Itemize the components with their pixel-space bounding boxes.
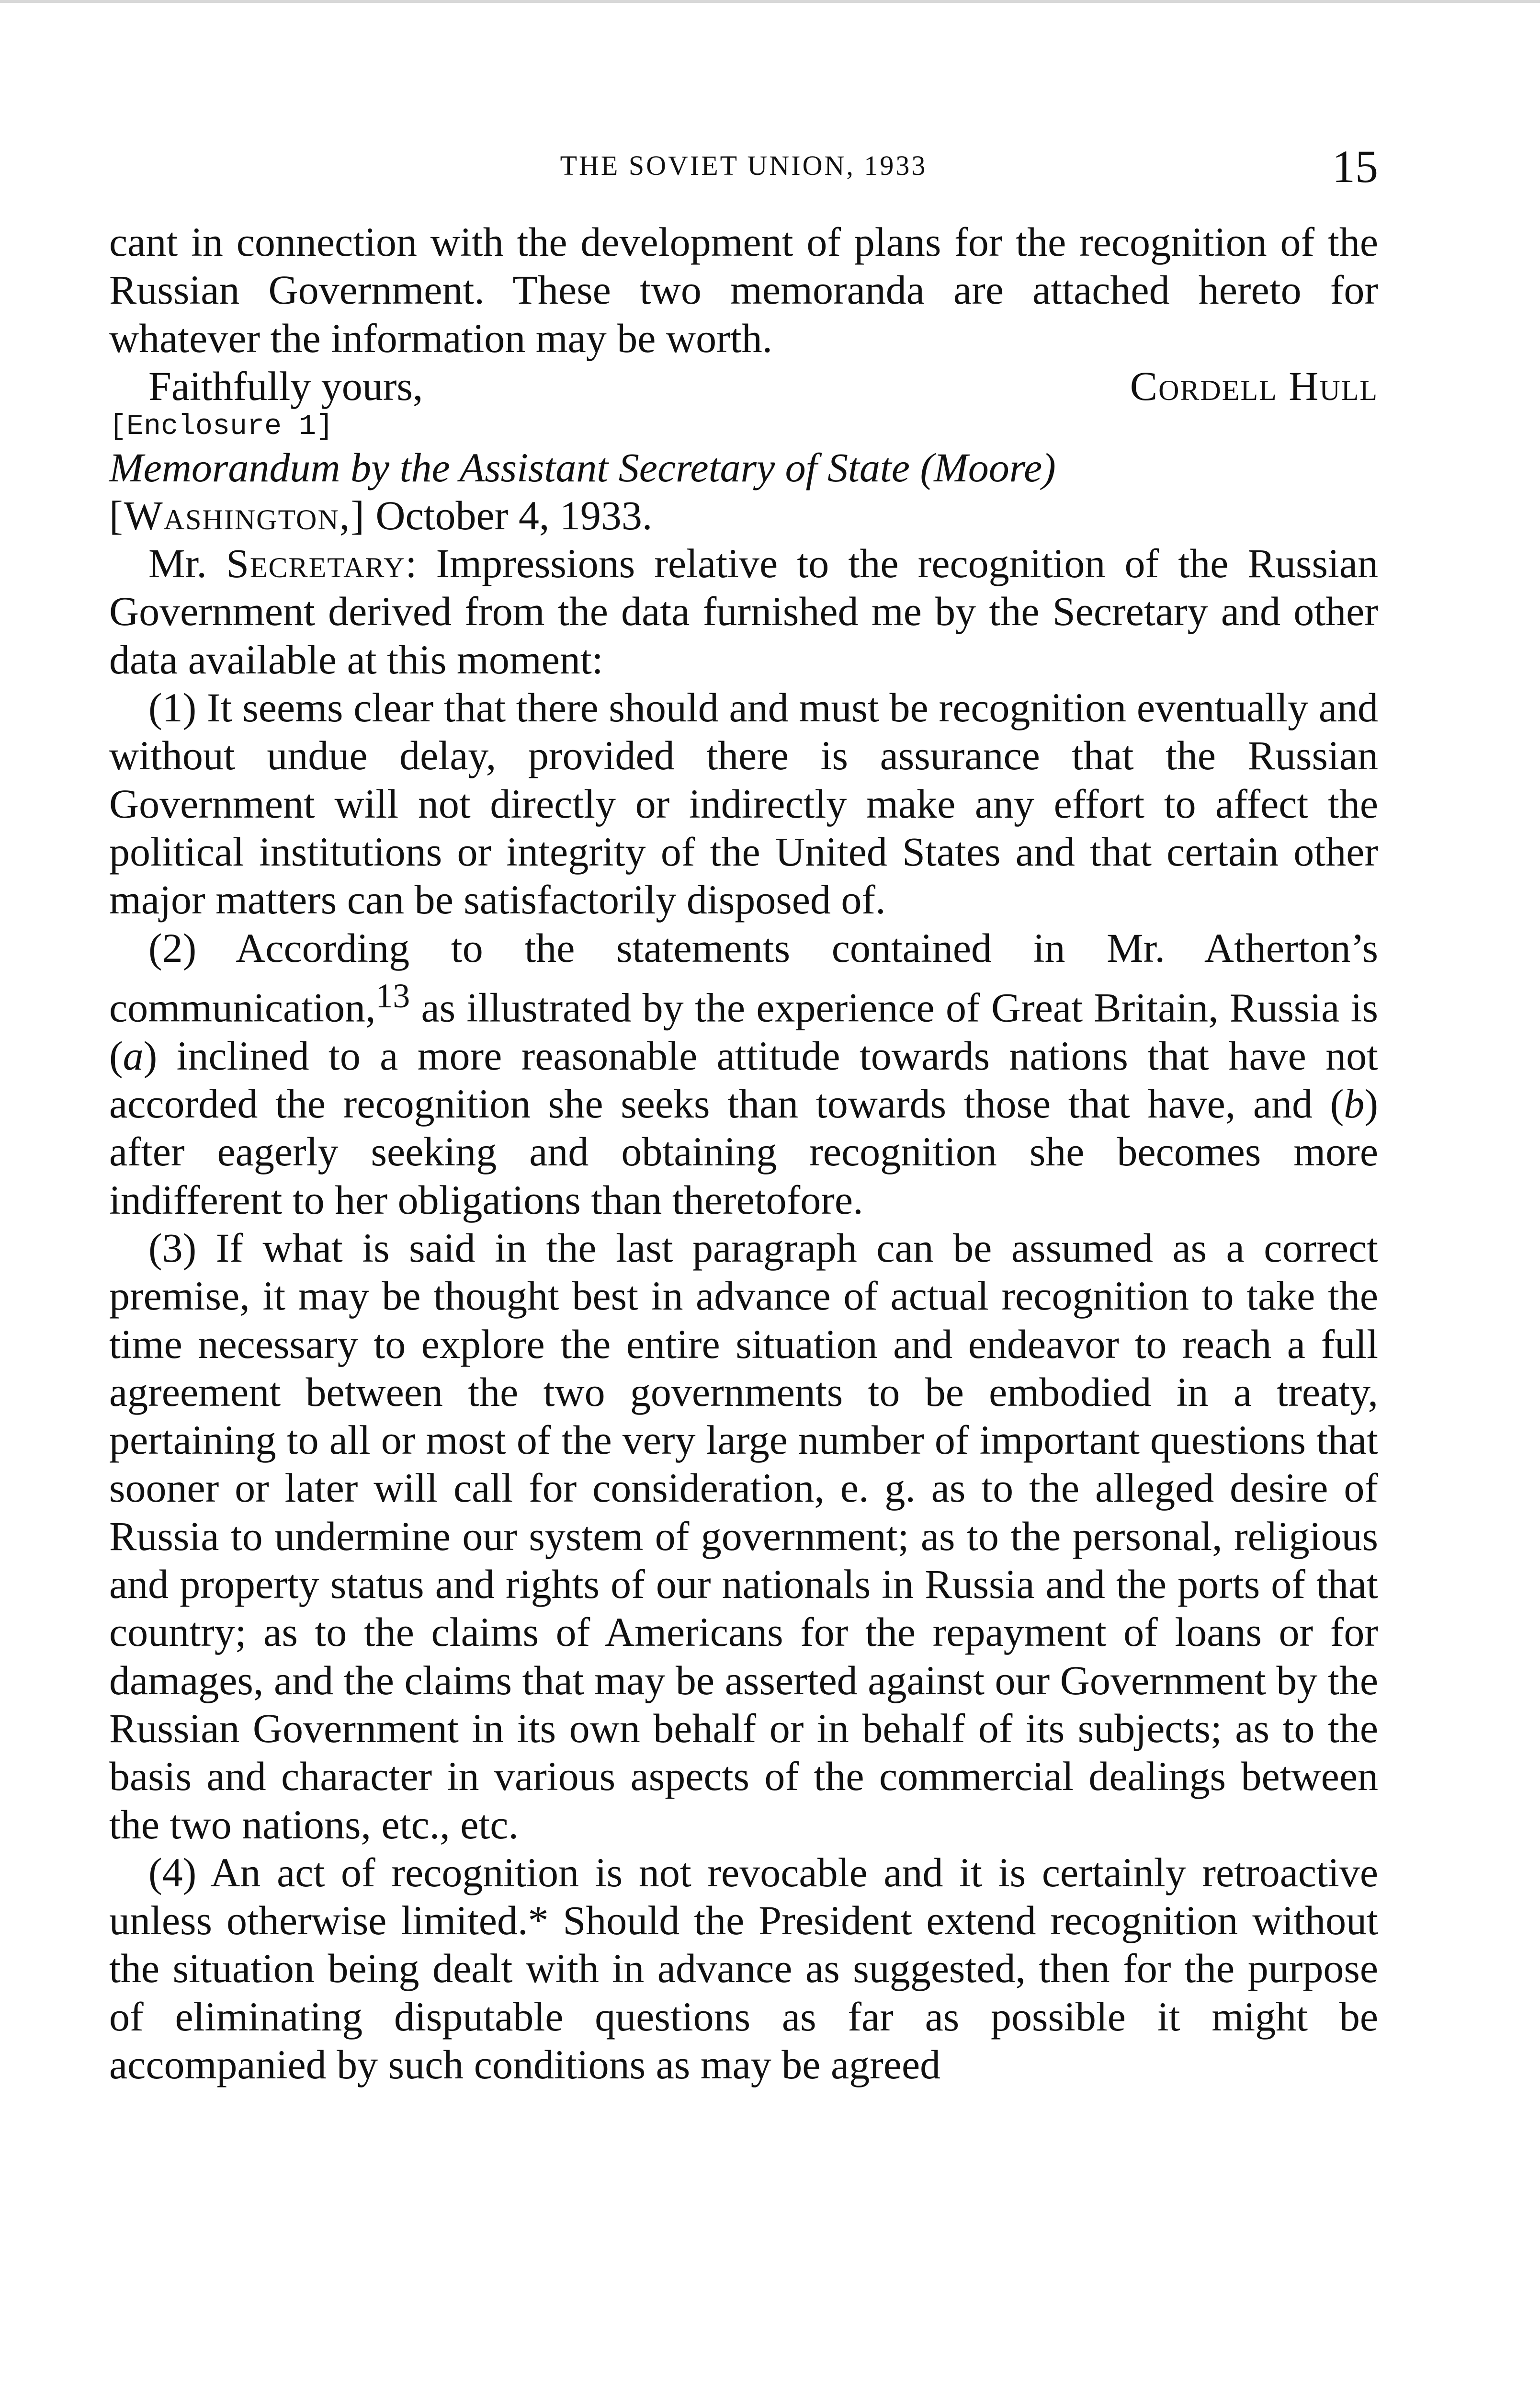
memorandum-place: [Washington,] [109, 492, 365, 539]
scan-top-edge [0, 0, 1540, 3]
letter-signature: Cordell Hull [1130, 363, 1378, 409]
memorandum-title: Memorandum by the Assistant Secretary of State (Moore) [109, 445, 1056, 491]
enclosure-label: [Enclosure 1] [109, 411, 334, 444]
letter-closing-line [109, 362, 1378, 410]
salutation-prefix: Mr. [148, 540, 226, 587]
memo-paragraph-2 [109, 924, 1378, 1224]
memo-paragraph-2-part-1: (2) According to the statements contained in Mr. Atherton’s communication, [109, 924, 1378, 1031]
memorandum-dateline [109, 491, 1378, 539]
memo-paragraph-4: (4) An act of recognition is not revocable and it is certainly retroactive unless otherwise limited.* Should the President extend recognition without the situation being dealt with in advance as suggested, then for the purpose of eliminating disputable questions as far as possible it might be accompanied by such conditions as may be agreed [109, 1849, 1378, 2088]
salutation-text: : Impressions relative to the recognition of the Russian Government derived from the data furnished me by the Secretary and other data available at this moment: [109, 540, 1378, 683]
letter-closing: Faithfully yours, [148, 363, 423, 409]
page-number: 15 [1332, 141, 1378, 192]
memo-paragraph-2-part-4: ) after eagerly seeking and obtaining recognition she becomes more indifferent to her obligations than theretofore. [109, 1081, 1378, 1223]
salutation-name: Secretary [226, 540, 406, 587]
memo-paragraph-2-part-2: as illustrated by the experience of Great Britain, Russia is ( [109, 984, 1378, 1079]
running-title: THE SOVIET UNION, 1933 [560, 150, 928, 181]
memo-paragraph-2-part-3: ) inclined to a more reasonable attitude towards nations that have not accorded the recognition she seeks than towards those that have, and ( [109, 1032, 1378, 1127]
memo-paragraph-2-letter-b: b [1344, 1081, 1365, 1127]
memo-paragraph-2-letter-a: a [123, 1032, 144, 1079]
memorandum-salutation-paragraph [109, 539, 1378, 684]
document-body [109, 218, 1378, 2088]
footnote-reference-13: 13 [375, 976, 410, 1015]
memo-paragraph-1: (1) It seems clear that there should and must be recognition eventually and without undue delay, provided there is assurance that the Russian Government will not directly or indirectly make any effort to affect the political institutions or integrity of the United States and that certain other major matters can be satisfactorily disposed of. [109, 684, 1378, 923]
memo-paragraph-3: (3) If what is said in the last paragraph can be assumed as a correct premise, it may be thought best in advance of actual recognition to take the time necessary to explore the entire situation and endeavor to reach a full agreement between the two governments to be embodied in a treaty, pertaining to all or most of the very large number of important questions that sooner or later will call for consideration, e. g. as to the alleged desire of Russia to undermine our system of government; as to the personal, religious and property status and rights of our nationals in Russia and the ports of that country; as to the claims of Americans for the repayment of loans or for damages, and the claims that may be asserted against our Government by the Russian Government in its own behalf or in behalf of its subjects; as to the basis and character in various aspects of the commercial dealings between the two nations, etc., etc. [109, 1225, 1378, 1848]
running-head [109, 141, 1378, 196]
letter-continuation: cant in connection with the development of plans for the recognition of the Russian Government. These two memoranda are attached hereto for whatever the information may be worth. [109, 219, 1378, 361]
memorandum-date: October 4, 1933. [375, 492, 653, 539]
